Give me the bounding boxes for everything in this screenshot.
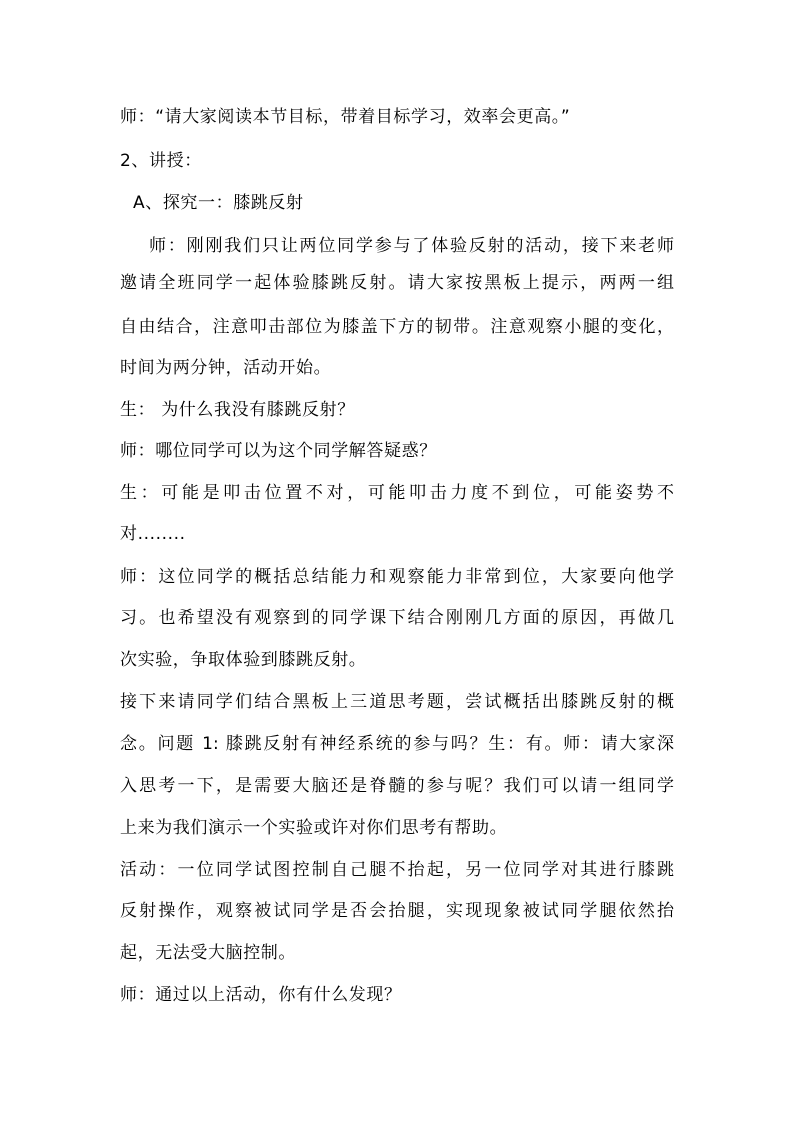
paragraph-line: 反射操作，观察被试同学是否会抬腿，实现现象被试同学腿依然抬	[120, 901, 674, 921]
paragraph-line: 习。也希望没有观察到的同学课下结合刚刚几方面的原因，再做几	[120, 608, 674, 628]
paragraph-line: 入思考一下，是需要大脑还是脊髓的参与呢？我们可以请一组同学	[120, 776, 674, 796]
paragraph-line: 生：可能是叩击位置不对，可能叩击力度不到位，可能姿势不	[120, 483, 674, 503]
paragraph-line: 对........	[120, 524, 186, 544]
subsection-heading-knee-jerk: A、探究一：膝跳反射	[133, 193, 304, 213]
paragraph-line: 接下来请同学们结合黑板上三道思考题，尝试概括出膝跳反射的概	[120, 692, 674, 712]
paragraph-line: 自由结合，注意叩击部位为膝盖下方的韧带。注意观察小腿的变化，	[120, 317, 674, 337]
paragraph-line: 起，无法受大脑控制。	[120, 943, 296, 963]
paragraph-line: 次实验，争取体验到膝跳反射。	[120, 650, 367, 670]
teacher-goal-line: 师：“请大家阅读本节目标，带着目标学习，效率会更高。”	[120, 107, 571, 127]
paragraph-line: 邀请全班同学一起体验膝跳反射。请大家按黑板上提示，两两一组	[120, 273, 674, 293]
teacher-question-line: 师：哪位同学可以为这个同学解答疑惑？	[120, 441, 437, 461]
paragraph-line: 师：通过以上活动，你有什么发现？	[120, 985, 402, 1005]
paragraph-line: 念。问题 1: 膝跳反射有神经系统的参与吗？生：有。师：请大家深	[120, 734, 674, 754]
section-heading-teaching: 2、讲授：	[120, 151, 202, 171]
paragraph-line: 师：这位同学的概括总结能力和观察能力非常到位，大家要向他学	[120, 567, 674, 587]
student-question-line: 生： 为什么我没有膝跳反射？	[120, 400, 355, 420]
paragraph-line: 活动：一位同学试图控制自己腿不抬起，另一位同学对其进行膝跳	[120, 860, 674, 880]
paragraph-line: 上来为我们演示一个实验或许对你们思考有帮助。	[120, 818, 508, 838]
paragraph-line: 时间为两分钟，活动开始。	[120, 358, 332, 378]
paragraph-line: 师：刚刚我们只让两位同学参与了体验反射的活动，接下来老师	[149, 236, 674, 256]
